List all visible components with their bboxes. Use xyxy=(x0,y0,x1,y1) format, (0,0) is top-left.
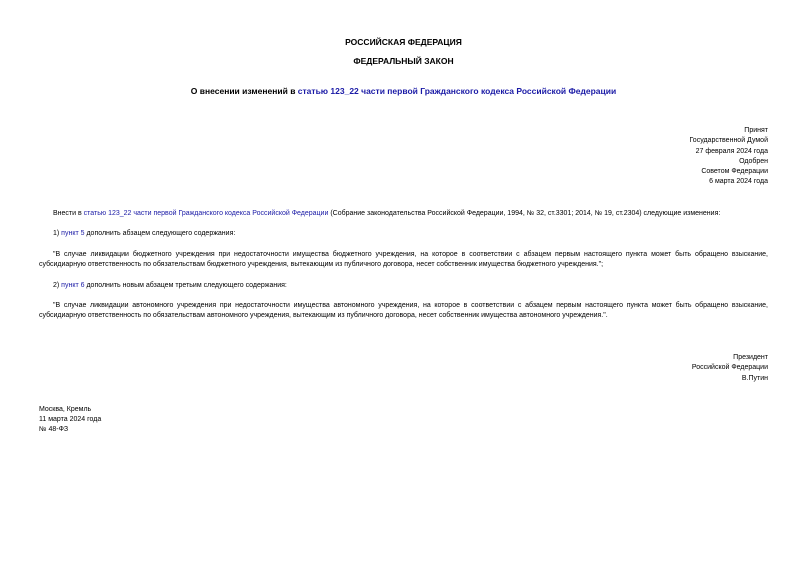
item-2-paragraph xyxy=(39,281,768,291)
footer-line: Москва, Кремль xyxy=(39,406,92,413)
item-2-quote: "В случае ликвидации автономного учреждения при недостаточности имущества автономного учреждения, на которое в соответствии с абзацем первым настоящего пункта может быть обращено взыскание, субсидиарную ответственность по обязательствам автономного учреждения, вытекающим из публичного договора, несет собственник имущества автономного учреждения.". xyxy=(39,302,768,319)
adoption-line: 27 февраля 2024 года xyxy=(695,147,768,155)
intro-article-link[interactable]: статью 123_22 части первой Гражданского кодекса Российской Федерации xyxy=(83,210,329,217)
law-title-prefix: О внесении изменений в xyxy=(190,86,298,96)
item-1-number: 1) xyxy=(53,230,62,237)
item-1-paragraph xyxy=(39,229,768,239)
intro-prefix: Внести в xyxy=(53,210,84,217)
law-title xyxy=(0,86,807,96)
adoption-line: Одобрен xyxy=(739,157,768,165)
item-2-link[interactable]: пункт 6 xyxy=(61,282,85,289)
item-2-number: 2) xyxy=(53,282,62,289)
signature-line: Президент xyxy=(733,354,768,361)
adoption-line: Государственной Думой xyxy=(689,137,768,145)
item-2-text: дополнить новым абзацем третьим следующего содержания: xyxy=(84,282,287,289)
law-type-header: ФЕДЕРАЛЬНЫЙ ЗАКОН xyxy=(353,56,454,66)
place-date-block xyxy=(39,405,101,436)
signature-line: Российской Федерации xyxy=(691,364,768,372)
intro-paragraph xyxy=(39,209,768,219)
adoption-block xyxy=(689,126,768,188)
adoption-line: 6 марта 2024 года xyxy=(709,178,768,186)
item-1-link[interactable]: пункт 5 xyxy=(61,230,85,237)
intro-suffix: (Собрание законодательства Российской Федерации, 1994, № 32, ст.3301; 2014, № 19, ст.2304) следующие изменения: xyxy=(328,210,721,217)
footer-line: 11 марта 2024 года xyxy=(39,416,102,424)
footer-line: № 48-ФЗ xyxy=(39,426,69,434)
adoption-line: Принят xyxy=(744,127,768,134)
item-1-text: дополнить абзацем следующего содержания: xyxy=(84,230,236,237)
item-1-quote: "В случае ликвидации бюджетного учреждения при недостаточности имущества бюджетного учреждения, на которое в соответствии с абзацем первым настоящего пункта может быть обращено взыскание, субсидиарную ответственность по обязательствам бюджетного учреждения, вытекающим из публичного договора, несет собственник имущества бюджетного учреждения."; xyxy=(39,251,768,268)
law-title-article-link[interactable]: статью 123_22 части первой Гражданского кодекса Российской Федерации xyxy=(297,86,617,96)
signature-line: В.Путин xyxy=(741,374,768,382)
adoption-line: Советом Федерации xyxy=(701,168,768,176)
country-header: РОССИЙСКАЯ ФЕДЕРАЦИЯ xyxy=(345,37,462,47)
signature-block xyxy=(692,353,768,384)
